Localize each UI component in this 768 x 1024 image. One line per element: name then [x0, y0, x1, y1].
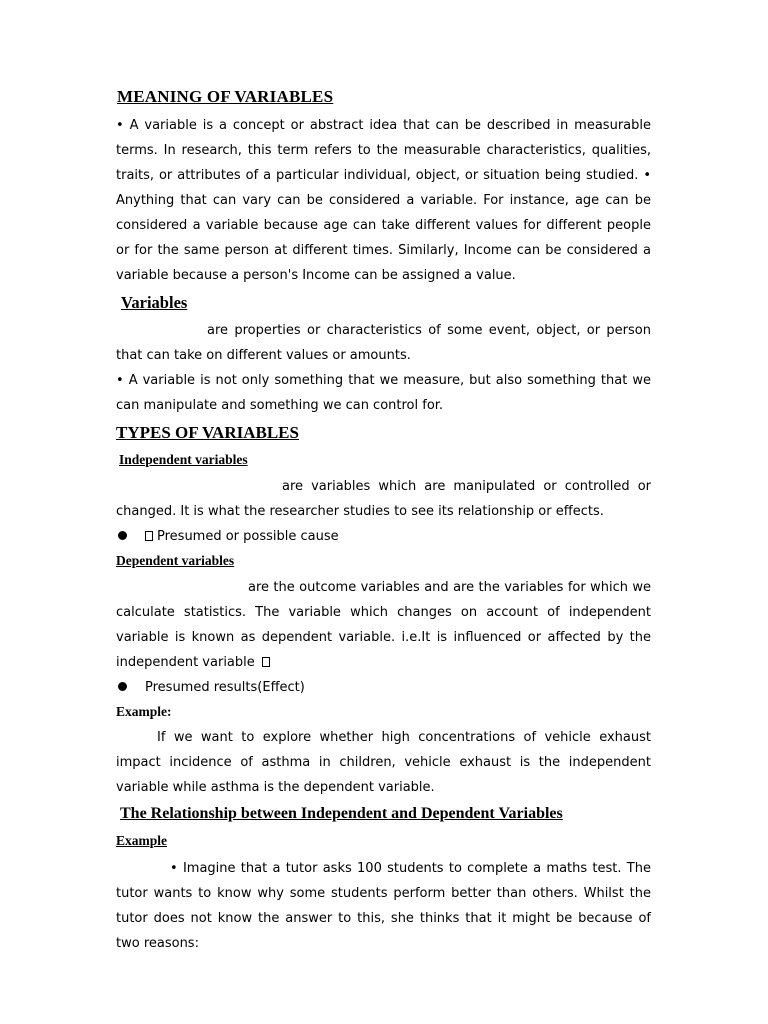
bullet-dependent-text: Presumed results(Effect) [145, 680, 305, 695]
checkbox-glyph-icon [262, 657, 270, 667]
heading-independent-variables: Independent variables [119, 452, 248, 467]
paragraph-variables-manipulate: • A variable is not only something that we measure, but also something that we can manipulate and something we can control for. [116, 373, 651, 413]
heading-example: Example: [116, 704, 172, 719]
heading-relationship: The Relationship between Independent and Dependent Variables [120, 805, 563, 822]
paragraph-example-2: • Imagine that a tutor asks 100 students to complete a maths test. The tutor wants to know why some students perform better than others. Whilst the tutor does not know the answer to this, she thinks that it might be because of two reasons: [116, 861, 651, 951]
heading-variables: Variables [121, 293, 188, 312]
paragraph-dependent-text: are the outcome variables and are the variables for which we calculate statistics. The variable which changes on account of independent variable is known as dependent variable. i.e.It is influenced or affected by the independent variable [116, 580, 651, 670]
paragraph-dependent [116, 575, 651, 675]
heading-dependent-variables: Dependent variables [116, 553, 235, 568]
paragraph-meaning: • A variable is a concept or abstract idea that can be described in measurable terms. In research, this term refers to the measurable characteristics, qualities, traits, or attributes of a particular individual, object, or situation being studied. • Anything that can vary can be considered a variable. For instance, age can be considered a variable because age can take different values for different people or for the same person at different times. Similarly, Income can be considered a variable because a person's Income can be assigned a value. [116, 118, 651, 283]
bullet-dot-icon [118, 531, 127, 540]
checkbox-glyph-icon [145, 531, 153, 541]
paragraph-variables-definition: are properties or characteristics of some event, object, or person that can take on different values or amounts. [116, 323, 651, 363]
bullet-independent [118, 524, 339, 549]
heading-meaning-of-variables: MEANING OF VARIABLES [117, 87, 334, 106]
paragraph-independent: are variables which are manipulated or controlled or changed. It is what the researcher studies to see its relationship or effects. [116, 479, 651, 519]
bullet-independent-text: Presumed or possible cause [157, 529, 339, 544]
paragraph-example: If we want to explore whether high concentrations of vehicle exhaust impact incidence of asthma in children, vehicle exhaust is the independent variable while asthma is the dependent variable. [116, 730, 651, 795]
heading-types-of-variables: TYPES OF VARIABLES [116, 423, 299, 442]
bullet-dot-icon [118, 682, 127, 691]
bullet-dependent [118, 675, 305, 700]
heading-example-2: Example [116, 833, 168, 848]
